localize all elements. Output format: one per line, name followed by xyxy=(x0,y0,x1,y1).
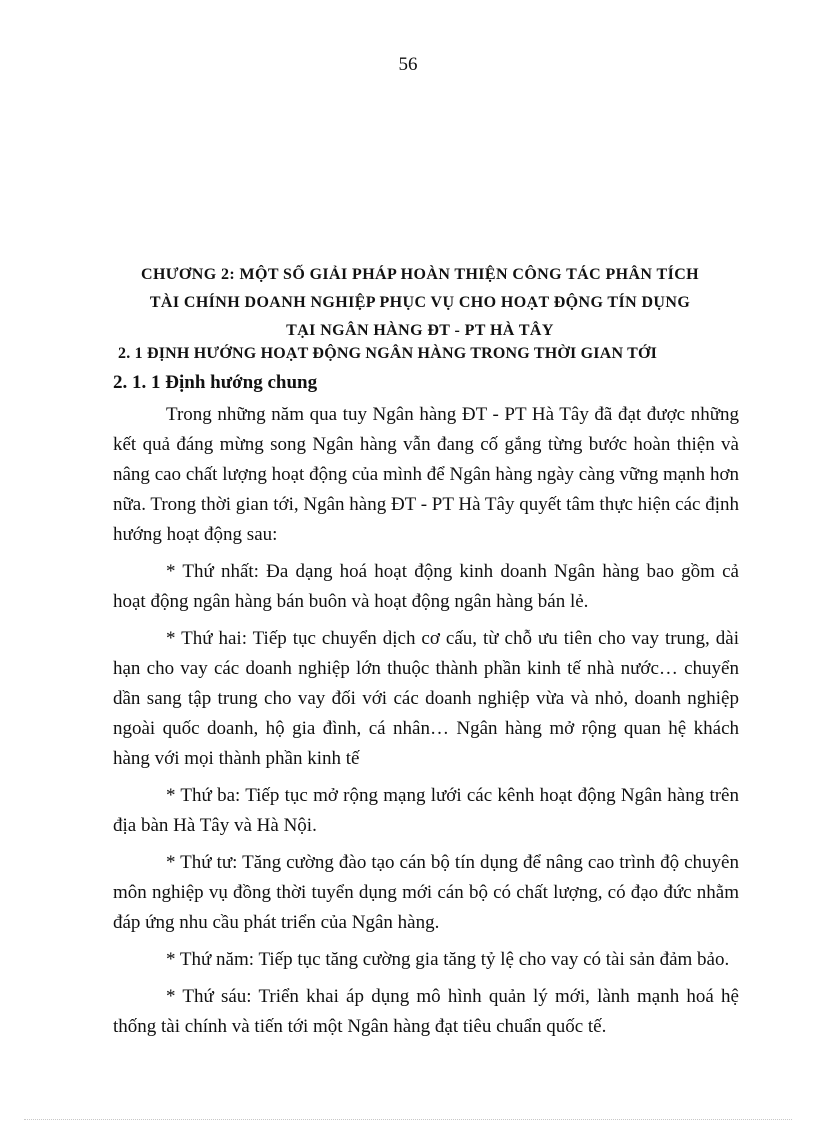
chapter-title-line-3: TẠI NGÂN HÀNG ĐT - PT HÀ TÂY xyxy=(286,322,554,339)
page-number: 56 xyxy=(398,54,418,75)
paragraph-first: * Thứ nhất: Đa dạng hoá hoạt động kinh doanh Ngân hàng bao gồm cả hoạt động ngân hàng bán buôn và hoạt động ngân hàng bán lẻ. xyxy=(113,561,739,612)
body-text xyxy=(113,400,739,1049)
paragraph-third: * Thứ ba: Tiếp tục mở rộng mạng lưới các kênh hoạt động Ngân hàng trên địa bàn Hà Tây và Hà Nội. xyxy=(113,785,739,836)
paragraph-intro: Trong những năm qua tuy Ngân hàng ĐT - PT Hà Tây đã đạt được những kết quả đáng mừng song Ngân hàng vẫn đang cố gắng từng bước hoàn thiện và nâng cao chất lượng hoạt động của mình để Ngân hàng ngày càng vững mạnh hơn nữa. Trong thời gian tới, Ngân hàng ĐT - PT Hà Tây quyết tâm thực hiện các định hướng hoạt động sau: xyxy=(113,404,739,545)
paragraph-fourth: * Thứ tư: Tăng cường đào tạo cán bộ tín dụng để nâng cao trình độ chuyên môn nghiệp vụ đồng thời tuyển dụng mới cán bộ có chất lượng, có đạo đức nhằm đáp ứng nhu cầu phát triển của Ngân hàng. xyxy=(113,852,739,933)
chapter-title-line-1: CHƯƠNG 2: MỘT SỐ GIẢI PHÁP HOÀN THIỆN CÔNG TÁC PHÂN TÍCH xyxy=(140,266,699,283)
paragraph-second: * Thứ hai: Tiếp tục chuyển dịch cơ cấu, từ chỗ ưu tiên cho vay trung, dài hạn cho vay các doanh nghiệp lớn thuộc thành phần kinh tế nhà nước… chuyển dần sang tập trung cho vay đối với các doanh nghiệp vừa và nhỏ, doanh nghiệp ngoài quốc doanh, hộ gia đình, cá nhân… Ngân hàng mở rộng quan hệ khách hàng với mọi thành phần kinh tế xyxy=(113,628,739,769)
section-heading: 2. 1 ĐỊNH HƯỚNG HOẠT ĐỘNG NGÂN HÀNG TRONG THỜI GIAN TỚI xyxy=(118,345,658,362)
paragraph-sixth: * Thứ sáu: Triển khai áp dụng mô hình quản lý mới, lành mạnh hoá hệ thống tài chính và tiến tới một Ngân hàng đạt tiêu chuẩn quốc tế. xyxy=(113,986,739,1037)
footer-divider xyxy=(24,1119,792,1120)
chapter-title xyxy=(100,261,740,345)
paragraph-fifth: * Thứ năm: Tiếp tục tăng cường gia tăng tỷ lệ cho vay có tài sản đảm bảo. xyxy=(166,949,730,970)
chapter-title-line-2: TÀI CHÍNH DOANH NGHIỆP PHỤC VỤ CHO HOẠT ĐỘNG TÍN DỤNG xyxy=(149,294,691,311)
subsection-heading: 2. 1. 1 Định hướng chung xyxy=(113,372,318,393)
